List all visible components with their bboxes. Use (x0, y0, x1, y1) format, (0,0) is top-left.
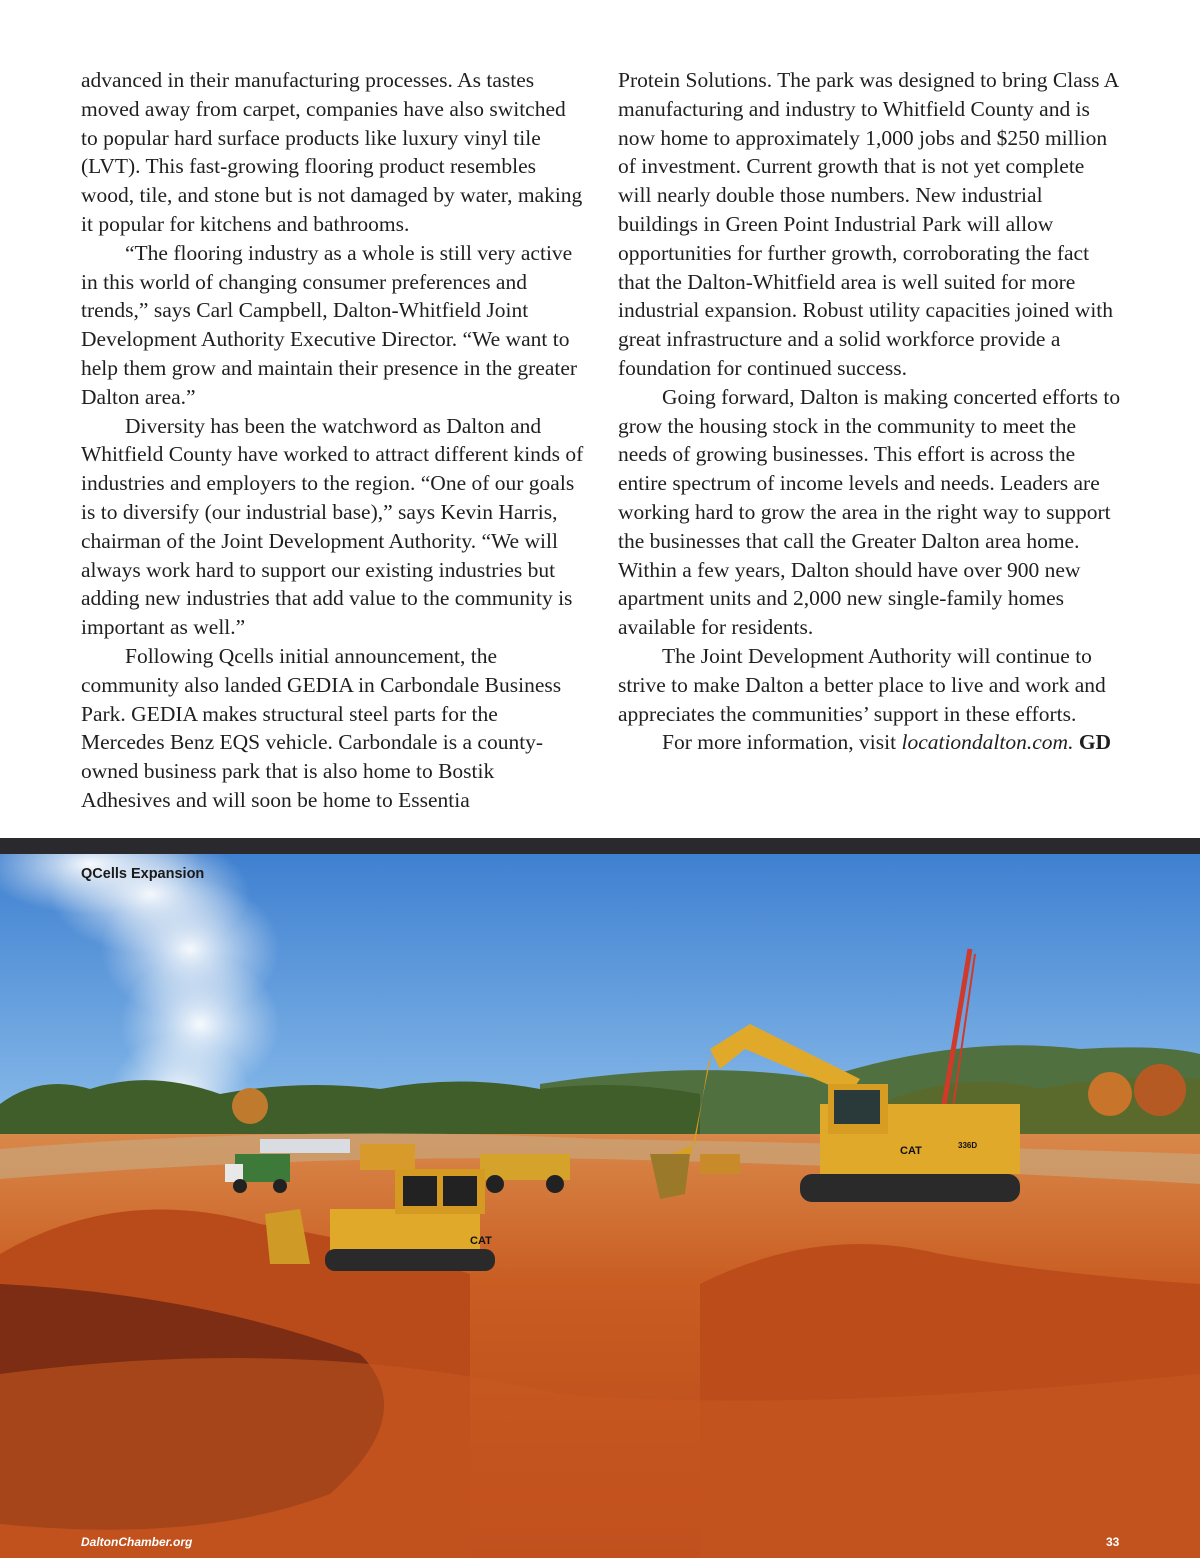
right-article-column (618, 66, 1123, 757)
shipping-container (360, 1144, 415, 1170)
excavator-model-label: 336D (958, 1141, 978, 1150)
website-link[interactable]: locationdalton.com. (901, 730, 1074, 755)
machine-brand-label: CAT (900, 1145, 922, 1157)
paragraph: Following Qcells initial announcement, the community also landed GEDIA in Carbondale Business Park. GEDIA makes structural steel parts for the Mercedes Benz EQS vehicle. Carbondale is a county-owned business park that is also home to Bostik Adhesives and will soon be home to Essentia (81, 643, 562, 812)
machine-brand-label: CAT (470, 1235, 492, 1247)
autumn-tree (1134, 1064, 1186, 1116)
paragraph: Protein Solutions. The park was designed to bring Class A manufacturing and industry to Whitfield County and is now home to approximately 1,000 jobs and $250 million of investment. Current growth that is not yet complete will nearly double those numbers. New industrial buildings in Green Point Industrial Park will allow opportunities for further growth, corroborating the fact that the Dalton-Whitfield area is well suited for more industrial expansion. Robust utility capacities joined with great infrastructure and a solid workforce provide a foundation for continued success. (618, 68, 1119, 380)
closing-paragraph (618, 728, 1123, 757)
page-number: 33 (1106, 1535, 1120, 1549)
signoff: GD (1078, 730, 1112, 755)
footer-site[interactable]: DaltonChamber.org (81, 1535, 193, 1549)
closing-prefix: For more information, visit (662, 730, 902, 755)
left-article-column (81, 66, 586, 815)
construction-scene-illustration (0, 854, 1200, 1558)
paragraph: “The flooring industry as a whole is still very active in this world of changing consumer preferences and trends,” says Carl Campbell, Dalton-Whitfield Joint Development Authority Executive Director. “We want to help them grow and maintain their presence in the greater Dalton area.” (81, 240, 578, 409)
paragraph: Diversity has been the watchword as Dalton and Whitfield County have worked to attract different kinds of industries and employers to the region. “One of our goals is to diversify (our industrial base),” says Kevin Harris, chairman of the Joint Development Authority. “We will always work hard to support our existing industries but adding new industries that add value to the community is important as well.” (81, 413, 584, 640)
shipping-container (700, 1154, 740, 1174)
pipe-stack (260, 1139, 350, 1153)
photo-caption: QCells Expansion (81, 866, 205, 882)
photo-top-band (0, 838, 1200, 854)
autumn-tree (1088, 1072, 1132, 1116)
autumn-tree (232, 1088, 268, 1124)
paragraph: Going forward, Dalton is making concerted efforts to grow the housing stock in the community to meet the needs of growing businesses. This effort is across the entire spectrum of income levels and needs. Leaders are working hard to grow the area in the right way to support the businesses that call the Greater Dalton area home. Within a few years, Dalton should have over 900 new apartment units and 2,000 new single-family homes available for residents. (618, 384, 1121, 640)
paragraph: advanced in their manufacturing processes. As tastes moved away from carpet, companies have also switched to popular hard surface products like luxury vinyl tile (LVT). This fast-growing flooring product resembles wood, tile, and stone but is not damaged by water, making it popular for kitchens and bathrooms. (81, 68, 583, 236)
paragraph: The Joint Development Authority will continue to strive to make Dalton a better place to live and work and appreciates the communities’ support in these efforts. (618, 643, 1106, 726)
construction-site-photo (0, 838, 1200, 1558)
